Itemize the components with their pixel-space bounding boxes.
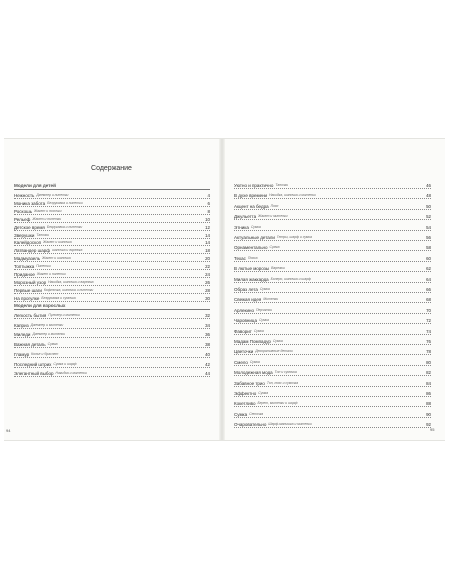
toc-entry-page-number: 86 [426,391,431,396]
toc-entry [234,242,431,251]
toc-entry [234,253,431,262]
toc-entry-subtitle: Топ, пояс и сумочка [266,380,299,385]
toc-entry-title: Орнаментально [234,245,268,251]
toc-entry [234,232,431,241]
toc-entry-title: Гламур [14,351,30,357]
toc-entry-subtitle: Тапочки [275,183,289,187]
toc-entry-title: Калейдоскоп [14,240,42,246]
toc-entry-subtitle: Гетры, шарф и сумка [276,235,312,239]
toc-entry-subtitle: Сумка [258,318,269,323]
toc-entry-title: Зверушки [14,232,35,238]
toc-entry-page-number: 60 [426,255,431,261]
toc-entry-page-number: 44 [205,371,210,377]
toc-entry-page-number: 88 [426,401,431,407]
toc-entry-subtitle: Жакет и пинетки [32,216,62,221]
toc-entry-title: Кокетливо [234,401,256,407]
toc-entry-title: Арлекино [234,307,254,313]
toc-entry-title: Сумка [234,411,248,417]
toc-entry-title: Милая жаккарда [234,276,269,282]
toc-entry [234,398,431,407]
toc-entry-title: Очаровательно [234,422,267,428]
toc-entry-title: Актуальные детали [234,235,275,240]
toc-entry-subtitle: Жакет и пинетки [36,272,66,276]
toc-entry-subtitle: Сумка и шарф [53,361,77,366]
toc-entry-page-number: 46 [426,183,431,188]
toc-entry-title: Морозный узор [14,279,47,285]
toc-entry-page-number: 42 [205,361,210,367]
toc-entry-page-number: 78 [426,349,431,355]
toc-entry-title: Забавное трио [234,380,265,386]
toc-entry-subtitle: Сумка [47,342,58,347]
toc-entry-page-number: 62 [426,266,431,272]
page-number-left: 94 [6,428,11,433]
toc-entry-title: В лютые морозы [234,266,270,272]
toc-entry-subtitle: шапочка и варежка [51,248,83,253]
toc-entry-subtitle: Безрукавка и сумочка [41,295,76,300]
toc-entry-page-number: 80 [426,359,431,365]
toc-entry [14,339,210,348]
page-number-right: 95 [430,427,435,432]
toc-entry-title: Этника [234,224,249,230]
toc-entry-subtitle: Пояса [247,255,258,260]
toc-entry-subtitle: Жакет и носочки [34,208,62,213]
toc-entry-subtitle: Сумка [269,245,280,250]
toc-entry [234,222,431,231]
book-spread [4,138,445,441]
toc-entry-page-number: 32 [205,313,210,318]
toc-entry-title: Детское время [14,224,45,230]
toc-entry-subtitle: Сумка [249,359,260,364]
toc-entry-title: Техас [234,255,246,261]
toc-entry-title: Эффектно [234,391,257,396]
toc-entry-title: Чаровница [234,318,257,324]
toc-entry-page-number: 26 [205,279,210,285]
toc-entry-subtitle: Сумка [259,287,270,291]
toc-entry-page-number: 28 [205,287,210,293]
toc-entry-page-number: 22 [205,264,210,270]
toc-entry-subtitle: Пинетки [36,264,51,269]
left-page [4,139,219,440]
toc-entry-title: Роскошь [14,208,33,214]
toc-entry-title: Акцент на бедра [234,203,269,209]
toc-entry [234,284,431,293]
toc-entry-page-number: 52 [426,214,431,220]
toc-entry-page-number: 64 [426,276,431,282]
right-page [225,139,445,440]
toc-entry-page-number: 30 [205,295,210,301]
toc-entry-page-number: 10 [205,216,210,222]
toc-entry-subtitle: Берет, митенки и шарф [257,401,298,406]
toc-entry-subtitle: Сеточка [249,411,264,416]
toc-entry-subtitle: Жакет и шапочка [43,240,72,245]
toc-entry-page-number: 72 [426,318,431,324]
toc-entry-subtitle: Жакет и шапочка [42,256,71,261]
toc-entry-title: Нежность [14,193,35,198]
toc-entry-title: В духе времени [234,193,268,199]
page-title: Содержание [91,165,132,172]
toc-entry-subtitle: Сумка [250,224,261,229]
toc-entry-title: Мадам Помпадур [234,339,271,344]
toc-entry-subtitle: Тапочки [36,232,50,237]
toc-entry-title: Рельеф [14,216,31,222]
toc-entry-page-number: 4 [207,193,210,198]
toc-entry-title: Латвандер шарф [14,248,50,254]
section-heading-adults [14,303,210,310]
toc-entry-title: Топтыжка [14,264,35,270]
toc-entry-title: Фаворит [234,328,252,334]
toc-entry [234,305,431,314]
toc-entry-subtitle: Топ и сумочка [274,370,297,375]
toc-entry-title: Каприз [14,322,29,328]
toc-entry-subtitle: Митенки [263,297,279,302]
toc-entry [234,201,431,210]
toc-entry [234,409,431,418]
toc-entry-title: Образ лета [234,287,258,292]
toc-entry-title: Цветочки [234,349,254,355]
toc-entry-subtitle: Сумка [258,391,269,395]
toc-entry-subtitle: Кофточка, шапочка и пинетки [43,287,94,292]
toc-entry-title: Последний штрих [14,361,52,367]
toc-entry-subtitle: Безрукавка и пинетки [47,200,83,205]
toc-entry [234,326,431,335]
toc-entry-page-number: 84 [426,380,431,386]
toc-entry-page-number: 12 [205,224,210,230]
toc-entry-page-number: 20 [205,256,210,262]
toc-entry-subtitle: Перчатки [255,307,272,312]
toc-entry-title: На прогулке [14,295,40,301]
toc-entry-page-number: 38 [205,342,210,348]
toc-entry-page-number: 40 [205,351,210,357]
toc-entry-title: Смело [234,359,248,365]
toc-entry-page-number: 34 [205,322,210,328]
toc-entry-title: Элегантный выбор [14,371,54,377]
toc-entry [234,367,431,376]
toc-entry-page-number: 50 [426,203,431,209]
section-heading-children [14,183,210,190]
section-heading-children-label: Модели для детей [14,183,56,188]
toc-entry-subtitle: Варежки [271,266,285,271]
toc-entry-page-number: 74 [426,328,431,334]
toc-entry [234,378,431,387]
toc-entry [234,294,431,303]
toc-entry [234,274,431,283]
toc-entry-page-number: 14 [205,240,210,246]
toc-entry-page-number: 6 [207,200,210,206]
toc-entry-page-number: 14 [205,232,210,238]
toc-entry [234,419,431,428]
toc-entry-subtitle: Сумка [253,328,264,333]
toc-entry-subtitle: Накидка, шапочка и митенки [269,193,316,198]
toc-entry-title: Миледи [14,332,31,338]
toc-entry-page-number: 92 [426,422,431,428]
toc-entry-title: Свежая идея [234,297,262,303]
toc-entry-subtitle: Джемпер и пинетки [36,193,69,197]
toc-entry-title: Первые шаги [14,287,42,293]
toc-entry-subtitle: Пояс [270,203,279,208]
toc-entry-title: Молодежная мода [234,370,273,376]
toc-entry [14,359,210,368]
toc-entry-subtitle: Шарф-манишка и митенки [268,422,312,427]
toc-entry-page-number: 54 [426,224,431,230]
section-heading-adults-label: Модели для взрослых [14,303,66,308]
toc-entry-subtitle: Болеро, шапочка и шарф [270,276,311,281]
toc-entry-subtitle: Безрукавка и пинетки [46,224,83,229]
toc-entry-title: Легкость бытия [14,313,47,318]
toc-entry [234,388,431,397]
toc-entry [14,368,210,377]
toc-entry [234,190,431,199]
toc-entry [234,336,431,345]
toc-entry-page-number: 66 [426,287,431,292]
toc-entry-subtitle: Сумка [272,339,283,343]
toc-entry [14,310,210,319]
toc-entry-subtitle: Жакет и митенки [258,214,288,219]
toc-entry-page-number: 70 [426,307,431,313]
toc-entry [14,329,210,338]
toc-entry [234,180,431,189]
toc-entry-page-number: 36 [205,332,210,338]
toc-entry-page-number: 68 [426,297,431,303]
toc-entry [14,320,210,329]
toc-entry [234,211,431,220]
toc-entry-title: Джульетта [234,214,257,220]
toc-entry [234,263,431,272]
toc-entry-title: Приданое [14,272,35,277]
toc-entry-subtitle: Накидка и митенки [55,371,87,376]
toc-entry-subtitle: Пуловер и митенки [48,313,80,317]
toc-entry-title: Уютно и практично [234,183,274,188]
toc-entry-title: Мадмуазель [14,256,41,262]
toc-entry [234,315,431,324]
toc-entry-page-number: 76 [426,339,431,344]
toc-entry-page-number: 24 [205,272,210,277]
toc-entry-title: Важная деталь [14,342,46,348]
toc-entry [14,293,210,302]
toc-entry [234,357,431,366]
toc-entry-page-number: 48 [426,193,431,199]
toc-entry-page-number: 90 [426,411,431,417]
toc-entry-page-number: 56 [426,235,431,240]
toc-entry-page-number: 18 [205,248,210,254]
toc-entry [14,349,210,358]
toc-entry-title: Моника забота [14,200,46,206]
toc-entry-subtitle: Колье и браслет [31,351,59,356]
toc-entry-page-number: 58 [426,245,431,251]
toc-entry-page-number: 8 [207,208,210,214]
toc-entry-page-number: 82 [426,370,431,376]
toc-entry-subtitle: Джемпер и митенки [30,322,64,327]
toc-entry-subtitle: Джемпер и митенки [32,332,66,337]
toc-entry-subtitle: Декоративные детали [255,349,293,354]
toc-entry-subtitle: Накидка, шапочка и варежка [48,279,94,284]
toc-entry [234,346,431,355]
